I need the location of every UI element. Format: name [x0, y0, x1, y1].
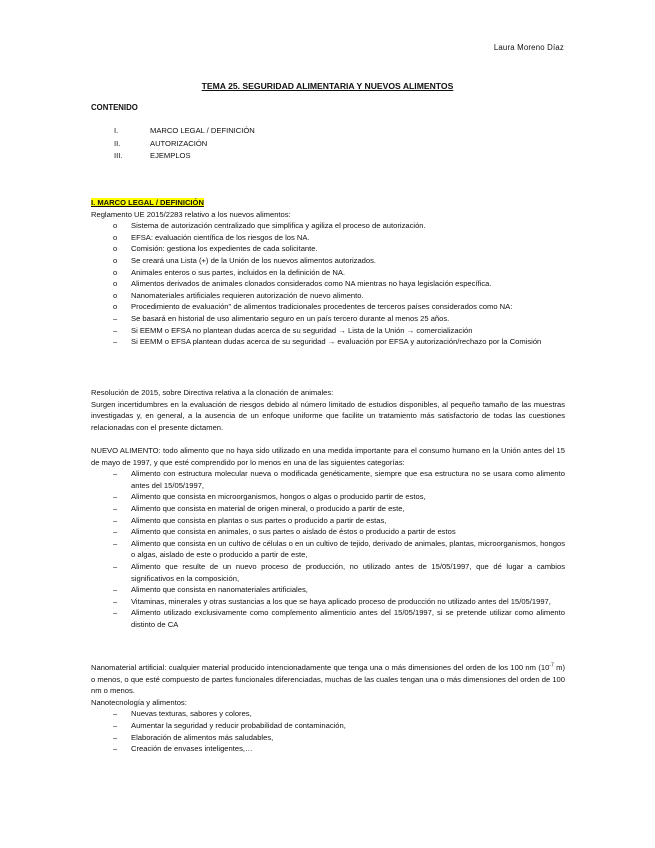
nanomaterial-definition: Nanomaterial artificial: cualquier material producido intencionadamente que tenga una o más dimensiones del orden de los 100 nm ($10^{-7}$ m) o menos, o que esté compuesto de partes funcionales diferenciadas, muchas de las cuales tengan una o más dimensiones del orden de 100 nm o menos. [91, 662, 565, 696]
list-item: o Sistema de autorización centralizado que simplifica y agiliza el proceso de autorización. [113, 221, 426, 231]
document-title: TEMA 25. SEGURIDAD ALIMENTARIA Y NUEVOS ALIMENTOS [201, 81, 454, 91]
toc-label: MARCO LEGAL / DEFINICIÓN [150, 126, 255, 135]
section-marco-legal [91, 197, 565, 348]
toc-number: III. [114, 151, 123, 160]
list-item: o Se creará una Lista (+) de la Unión de los nuevos alimentos autorizados. [113, 255, 377, 265]
toc-number: I. [114, 126, 119, 135]
novel-food-definition: NUEVO ALIMENTO: todo alimento que no haya sido utilizado en una medida importante para el consumo humano en la Unión antes del 15 de mayo de 1997, y que esté comprendido por lo menos en una de las siguientes categorías: [91, 446, 565, 467]
toc-item [114, 126, 255, 139]
toc-item [114, 151, 255, 164]
list-item: – Si EEMM o EFSA no plantean dudas acerca de su seguridad → Lista de la Unión → comercialización [113, 325, 473, 335]
list-item: – Alimento que consista en animales, o sus partes o aislado de éstos o producido a partir de estos [113, 527, 456, 537]
resolution-text: Surgen incertidumbres en la evaluación de riesgos debido al número limitado de estudios disponibles, al pequeño tamaño de las muestras investigadas y, en general, a la ausencia de un enfoque uniforme que facilite un tratamiento más satisfactorio de todas las cuestiones relacionadas con el presente dictamen. [91, 399, 565, 432]
toc-label: EJEMPLOS [150, 151, 191, 160]
toc-number: II. [114, 138, 121, 148]
list-item: – Alimento que resulte de un nuevo proceso de producción, no utilizado antes de 15/05/1997, que dé lugar a cambios significativos en la composición, [113, 561, 565, 583]
list-item: – Alimento que consista en plantas o sus partes o producido a partir de estas, [113, 515, 387, 525]
section-heading: I. MARCO LEGAL / DEFINICIÓN [91, 198, 204, 207]
list-item: – Creación de envases inteligentes,… [113, 744, 253, 754]
contents-label: CONTENIDO [91, 103, 138, 112]
list-item: – Alimento utilizado exclusivamente como complemento alimenticio antes del 15/05/1997, si se pretende utilizar como alimento distinto de CA [113, 608, 565, 629]
novel-food-block [91, 445, 565, 631]
toc-label: AUTORIZACIÓN [150, 138, 208, 148]
author-name: Laura Moreno Díaz [493, 43, 564, 52]
list-item: o Animales enteros o sus partes, incluidos en la definición de NA. [113, 267, 346, 277]
regulation-intro: Reglamento UE 2015/2283 relativo a los nuevos alimentos: [91, 209, 291, 219]
table-of-contents [114, 126, 255, 164]
list-item: – Si EEMM o EFSA plantean dudas acerca de su seguridad → evaluación por EFSA y autorización/rechazo por la Comisión [113, 337, 542, 347]
list-item: – Alimento que consista en nanomateriales artificiales, [113, 585, 308, 595]
list-item: – Alimento que consista en un cultivo de células o en un cultivo de tejido, derivado de animales, plantas, microorganismos, hongos o algas, aislado de este o producido a partir de este, [113, 538, 565, 560]
list-item: o Alimentos derivados de animales clonados considerados como NA mientras no haya legislación específica. [113, 279, 492, 289]
list-item: o EFSA: evaluación científica de los riesgos de los NA. [113, 232, 310, 242]
nanotech-title: Nanotecnología y alimentos: [91, 697, 187, 707]
list-item: – Elaboración de alimentos más saludables, [113, 732, 274, 742]
list-item: o Nanomateriales artificiales requieren autorización de nuevo alimento. [113, 290, 364, 300]
novel-food-categories [91, 468, 565, 630]
regulation-list [91, 220, 565, 348]
list-item: – Se basará en historial de uso alimentario seguro en un país tercero durante al menos 25 años. [113, 313, 450, 323]
list-item: – Alimento con estructura molecular nueva o modificada genéticamente, siempre que esa estructura no se usara como alimento antes del 15/05/1997, [113, 469, 565, 490]
toc-item [114, 139, 255, 152]
list-item: – Alimento que consista en material de origen mineral, o producido a partir de este, [113, 503, 405, 513]
resolution-title: Resolución de 2015, sobre Directiva relativa a la clonación de animales: [91, 388, 334, 397]
list-item: – Alimento que consista en microorganismos, hongos o algas o producido partir de estos, [113, 492, 426, 502]
nanomaterial-block [91, 662, 565, 755]
resolution-block [91, 387, 565, 433]
list-item: – Vitaminas, minerales y otras sustancias a los que se haya aplicado proceso de producción no utilizado antes del 15/05/1997, [113, 596, 551, 606]
list-item: – Aumentar la seguridad y reducir probabilidad de contaminación, [113, 720, 346, 730]
list-item: o Comisión: gestiona los expedientes de cada solicitante. [113, 244, 318, 254]
list-item: o Procedimiento de evaluación" de alimentos tradicionales procedentes de terceros países considerados como NA: [113, 302, 513, 312]
nanotech-list [91, 708, 565, 754]
list-item: – Nuevas texturas, sabores y colores, [113, 709, 252, 719]
